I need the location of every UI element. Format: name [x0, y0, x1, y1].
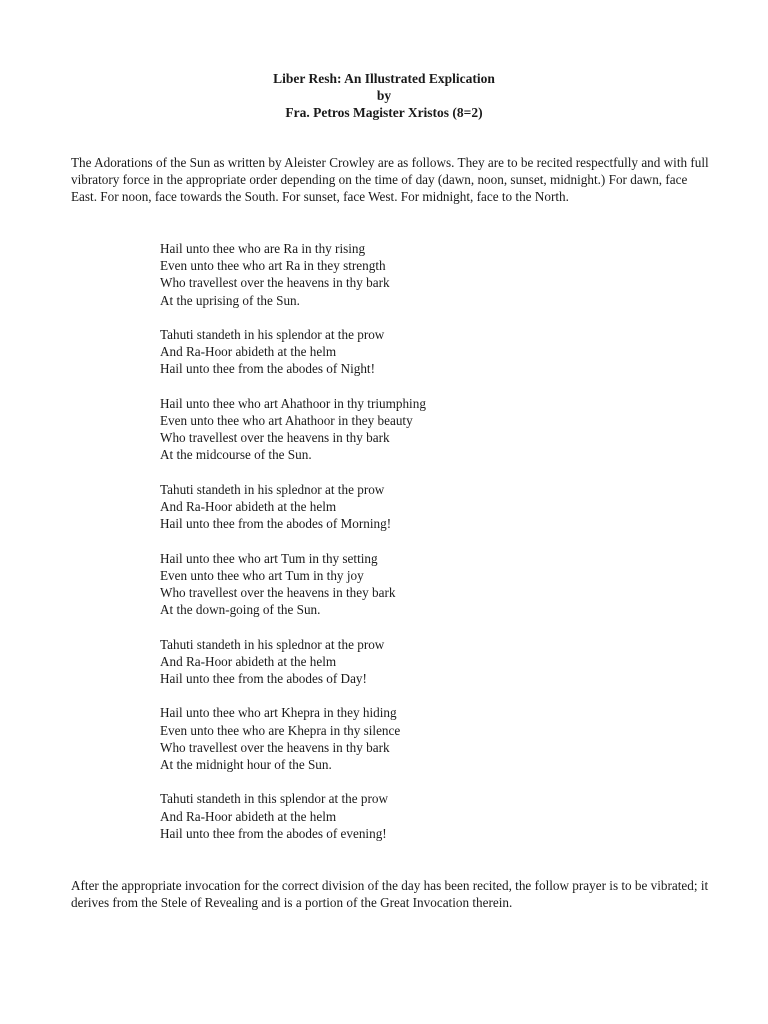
- adorations-verses: [160, 240, 660, 859]
- verse-stanza: [160, 550, 660, 619]
- verse-line: And Ra-Hoor abideth at the helm: [160, 499, 337, 514]
- verse-line: And Ra-Hoor abideth at the helm: [160, 808, 337, 824]
- verse-stanza: [160, 704, 660, 773]
- document-title: [0, 70, 768, 121]
- verse-line: Hail unto thee who are Ra in thy rising: [160, 241, 366, 256]
- verse-line: At the midcourse of the Sun.: [160, 447, 312, 463]
- verse-stanza: [160, 790, 660, 842]
- verse-line: Even unto thee who art Tum in thy joy: [160, 567, 364, 583]
- verse-line: Who travellest over the heavens in thy bark: [160, 275, 390, 291]
- closing-paragraph: After the appropriate invocation for the correct division of the day has been recited, the follow prayer is to be vibrated; it derives from the Stele of Revealing and is a portion of the Great Invocation therein.: [71, 878, 709, 911]
- verse-line: Who travellest over the heavens in thy bark: [160, 430, 390, 446]
- title-by-line: by: [376, 88, 392, 103]
- verse-line: Who travellest over the heavens in they bark: [160, 585, 396, 600]
- title-line: Liber Resh: An Illustrated Explication: [273, 71, 495, 86]
- verse-line: At the uprising of the Sun.: [160, 292, 300, 308]
- verse-line: And Ra-Hoor abideth at the helm: [160, 653, 337, 669]
- verse-line: Even unto thee who are Khepra in thy silence: [160, 722, 401, 738]
- verse-line: Hail unto thee who art Tum in thy setting: [160, 550, 378, 566]
- verse-line: Tahuti standeth in his splendor at the prow: [160, 327, 385, 342]
- verse-stanza: [160, 240, 660, 309]
- verse-line: Hail unto thee from the abodes of Night!: [160, 361, 375, 377]
- verse-line: Tahuti standeth in this splendor at the prow: [160, 791, 388, 807]
- verse-line: Who travellest over the heavens in thy bark: [160, 739, 390, 755]
- verse-stanza: [160, 636, 660, 688]
- verse-line: Hail unto thee from the abodes of evening!: [160, 825, 387, 841]
- author-line: Fra. Petros Magister Xristos (8=2): [285, 105, 483, 120]
- verse-stanza: [160, 481, 660, 533]
- verse-line: Hail unto thee who art Ahathoor in thy triumphing: [160, 395, 426, 411]
- verse-line: Hail unto thee from the abodes of Morning!: [160, 516, 392, 532]
- verse-line: Even unto thee who art Ra in they strength: [160, 258, 386, 274]
- verse-stanza: [160, 326, 660, 378]
- intro-paragraph: The Adorations of the Sun as written by Aleister Crowley are as follows. They are to be recited respectfully and with full vibratory force in the appropriate order depending on the time of day (dawn, noon, sunset, midnight.) For dawn, face East. For noon, face towards the South. For sunset, face West. For midnight, face to the North.: [71, 155, 709, 205]
- verse-line: Tahuti standeth in his splednor at the prow: [160, 636, 385, 652]
- verse-line: Even unto thee who art Ahathoor in they beauty: [160, 413, 413, 428]
- verse-stanza: [160, 395, 660, 464]
- verse-line: At the down-going of the Sun.: [160, 602, 321, 618]
- verse-line: And Ra-Hoor abideth at the helm: [160, 344, 337, 360]
- verse-line: At the midnight hour of the Sun.: [160, 757, 332, 772]
- verse-line: Hail unto thee who art Khepra in they hiding: [160, 705, 397, 721]
- verse-line: Tahuti standeth in his splednor at the prow: [160, 481, 385, 497]
- verse-line: Hail unto thee from the abodes of Day!: [160, 671, 367, 686]
